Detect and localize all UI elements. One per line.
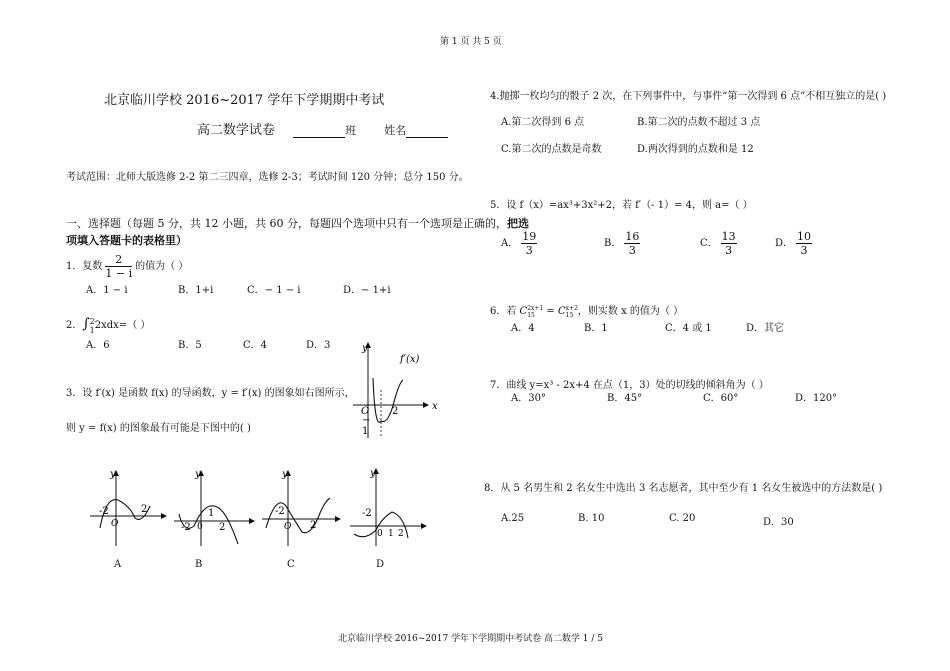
q1-denominator: 1 − i bbox=[105, 267, 133, 280]
q4-option-c[interactable]: C.第二次的点数是奇数 bbox=[501, 144, 602, 155]
q8-option-d[interactable]: D．30 bbox=[763, 517, 794, 528]
paper-title bbox=[197, 119, 448, 138]
q3-stem-line2: 则 y = f(x) 的图象最有可能是下图中的( ) bbox=[66, 423, 251, 434]
q5-option-c-fraction bbox=[721, 231, 737, 256]
q1-fraction bbox=[105, 254, 132, 279]
name-blank[interactable] bbox=[406, 137, 448, 138]
q6-option-b[interactable]: B．1 bbox=[584, 323, 608, 334]
q6-option-c[interactable]: C．4 或 1 bbox=[665, 323, 712, 334]
paper-name: 高二数学试卷 bbox=[197, 123, 276, 138]
q2-stem bbox=[66, 316, 150, 335]
q5-option-b[interactable] bbox=[604, 231, 643, 256]
graph-c-origin: O bbox=[284, 522, 292, 532]
page-footer: 北京临川学校 2016~2017 学年下学期期中考试卷 高二数学 1 / 5 bbox=[338, 634, 604, 644]
q7-option-d[interactable]: D．120° bbox=[795, 393, 838, 404]
q5-option-a-fraction bbox=[521, 231, 537, 256]
q1-option-c[interactable]: C．− 1 − i bbox=[247, 285, 301, 296]
graph-d-one: 1 bbox=[388, 529, 394, 539]
q5-option-b-label: B． bbox=[604, 238, 622, 249]
q8-option-a[interactable]: A.25 bbox=[501, 513, 525, 524]
q2-option-b[interactable]: B．5 bbox=[178, 340, 202, 351]
section-heading-text: 一、选择题（每题 5 分，共 12 小题，共 60 分，每题四个选项中只有一个选项是正确的， bbox=[66, 217, 507, 230]
section-heading-line2: 项填入答题卡的表格里） bbox=[66, 234, 187, 247]
q4-stem: 4.抛掷一枚均匀的骰子 2 次，在下列事件中，与事件“第一次得到 6 点”不相互独立的是( ) bbox=[490, 91, 887, 102]
neg-one-sign: − bbox=[362, 415, 371, 426]
combination-c2: C bbox=[558, 306, 566, 317]
class-label: 班 bbox=[345, 124, 357, 137]
q6-stem: 6．若 C 2x+1 15 = C x+2 15 ，则实数 x 的值为（ ） bbox=[490, 304, 684, 319]
q6-prefix: 6．若 bbox=[490, 306, 520, 317]
graph-c-y-label: y bbox=[282, 469, 288, 480]
q5-stem: 5．设 f（x）=ax³+3x²+2，若 f′（- 1）= 4，则 a=（ ） bbox=[490, 200, 753, 211]
exam-title: 北京临川学校 2016~2017 学年下学期期中考试 bbox=[104, 93, 385, 108]
q5-option-d[interactable] bbox=[775, 231, 815, 256]
q1-option-b[interactable]: B．1+i bbox=[178, 285, 214, 296]
graph-b[interactable] bbox=[174, 469, 254, 546]
q1-option-d[interactable]: D．− 1+i bbox=[343, 285, 391, 296]
tick-two: 2 bbox=[392, 406, 399, 417]
graph-a-neg-two: -2 bbox=[99, 506, 109, 517]
q5-option-d-label: D． bbox=[775, 238, 794, 249]
graph-c[interactable] bbox=[262, 469, 340, 546]
name-label: 姓名 bbox=[384, 124, 407, 137]
origin-label: O bbox=[361, 406, 370, 417]
q4-option-b[interactable]: B.第二次的点数不超过 3 点 bbox=[637, 117, 761, 128]
q3-stem-line1: 3．设 f′(x) 是函数 f(x) 的导函数，y = f′(x) 的图象如右图所示， bbox=[66, 388, 355, 399]
q6-option-d[interactable]: D．其它 bbox=[746, 323, 785, 334]
q1-suffix: 的值为（ ） bbox=[135, 261, 189, 272]
graph-d[interactable] bbox=[350, 468, 426, 546]
graph-d-two: 2 bbox=[398, 529, 404, 539]
q5-option-a-label: A． bbox=[501, 238, 519, 249]
q5-b-num: 16 bbox=[625, 230, 640, 243]
choice-b[interactable]: B bbox=[195, 559, 203, 570]
q5-b-den: 3 bbox=[628, 244, 636, 257]
q2-prefix: 2． bbox=[66, 320, 83, 331]
graph-b-two: 2 bbox=[219, 522, 226, 533]
q8-option-c[interactable]: C. 20 bbox=[669, 513, 696, 524]
q2-option-d[interactable]: D．3 bbox=[306, 340, 331, 351]
graph-b-neg-two: -2 bbox=[181, 522, 191, 533]
q8-stem: 8．从 5 名男生和 2 名女生中选出 3 名志愿者，其中至少有 1 名女生被选中的方法数是( ) bbox=[484, 483, 883, 494]
q2-option-a[interactable]: A．6 bbox=[86, 340, 110, 351]
q7-option-b[interactable]: B．45° bbox=[607, 393, 643, 404]
derivative-curve bbox=[373, 378, 403, 422]
integral-sign: ∫ bbox=[82, 316, 90, 332]
q5-option-a[interactable] bbox=[501, 231, 540, 256]
q6-option-a[interactable]: A．4 bbox=[511, 323, 535, 334]
graph-a-two: 2 bbox=[141, 504, 148, 515]
q1-prefix: 1．复数 bbox=[66, 261, 103, 272]
q1-numerator: 2 bbox=[105, 254, 132, 267]
graph-d-zero: 0 bbox=[377, 529, 383, 539]
graph-b-y-label: y bbox=[195, 469, 201, 480]
exam-scope: 考试范围：北师大版选修 2-2 第二三四章，选修 2-3；考试时间 120 分钟；总分 150 分。 bbox=[66, 172, 469, 183]
graph-curve-label: f′(x) bbox=[400, 354, 420, 365]
section-heading bbox=[66, 215, 529, 231]
graph-b-one: 1 bbox=[208, 508, 215, 519]
combination-c2-indices bbox=[566, 305, 578, 319]
class-blank[interactable] bbox=[293, 137, 345, 138]
graph-d-neg-two: -2 bbox=[362, 508, 372, 519]
choice-d[interactable]: D bbox=[376, 559, 385, 570]
q1-option-a[interactable]: A．1 − i bbox=[86, 285, 128, 296]
q8-option-b[interactable]: B. 10 bbox=[578, 513, 605, 524]
q5-option-c-label: C． bbox=[700, 238, 718, 249]
c2-sub: 15 bbox=[565, 311, 574, 319]
option-graphs bbox=[88, 466, 428, 548]
page-indicator: 第 1 页 共 5 页 bbox=[440, 37, 502, 47]
graph-a-y-label: y bbox=[110, 469, 116, 480]
q7-option-a[interactable]: A．30° bbox=[511, 393, 546, 404]
combination-c1: C bbox=[519, 306, 528, 317]
q5-option-c[interactable] bbox=[700, 231, 740, 256]
graph-a-origin: O bbox=[111, 519, 119, 529]
q7-option-c[interactable]: C．60° bbox=[703, 393, 739, 404]
graph-c-two: 2 bbox=[310, 520, 317, 531]
combination-c1-indices bbox=[527, 305, 543, 319]
graph-x-label: x bbox=[432, 401, 438, 412]
graph-y-label: y bbox=[362, 343, 368, 354]
q5-a-num: 19 bbox=[522, 230, 537, 243]
q7-stem: 7．曲线 y=x³ - 2x+4 在点（1，3）处的切线的倾斜角为（ ） bbox=[490, 380, 769, 391]
graph-a[interactable] bbox=[90, 469, 166, 546]
section-heading-bold: 把选 bbox=[506, 217, 529, 230]
q5-option-d-fraction bbox=[796, 231, 812, 256]
q5-c-num: 13 bbox=[721, 230, 736, 243]
q4-option-a[interactable]: A.第二次得到 6 点 bbox=[501, 117, 585, 128]
c1-sub: 15 bbox=[527, 311, 535, 319]
q6-suffix: ，则实数 x 的值为（ ） bbox=[577, 306, 684, 317]
q2-body: 2xdx=（ ） bbox=[94, 320, 151, 331]
integral-lower: 1 bbox=[89, 325, 95, 335]
q4-option-d[interactable]: D.两次得到的点数和是 12 bbox=[637, 144, 754, 155]
q5-option-b-fraction bbox=[624, 231, 640, 256]
choice-a[interactable]: A bbox=[114, 559, 122, 570]
q5-d-den: 3 bbox=[800, 244, 808, 257]
integral-upper: 2 bbox=[89, 316, 95, 326]
graph-b-zero: 0 bbox=[197, 522, 203, 532]
neg-one-digit: 1 bbox=[362, 426, 369, 437]
q5-c-den: 3 bbox=[725, 244, 733, 257]
graph-c-neg-two: -2 bbox=[275, 506, 285, 517]
q2-option-c[interactable]: C．4 bbox=[243, 340, 268, 351]
q5-a-den: 3 bbox=[525, 244, 533, 257]
q1-stem bbox=[66, 254, 188, 279]
graph-d-y-label: y bbox=[370, 468, 376, 479]
derivative-graph bbox=[348, 340, 443, 440]
c2-sup: x+2 bbox=[565, 304, 578, 312]
choice-c[interactable]: C bbox=[287, 559, 295, 570]
q5-d-num: 10 bbox=[797, 230, 812, 243]
c1-sup: 2x+1 bbox=[527, 304, 544, 312]
